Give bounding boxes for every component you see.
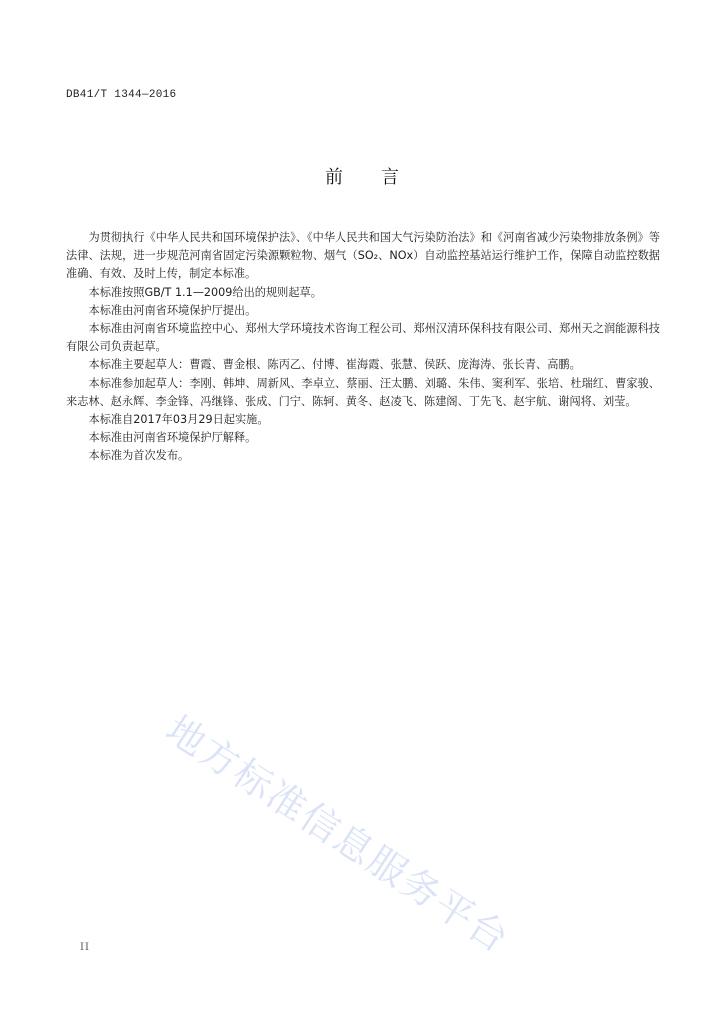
- page-number: II: [80, 942, 90, 953]
- page-title: [0, 163, 724, 189]
- title-char-1: 前: [325, 167, 343, 188]
- paragraph-participating-drafters: 本标准参加起草人：李刚、韩坤、周新风、李卓立、蔡丽、汪太鹏、刘璐、朱伟、窦利军、张培、杜瑞红、曹家骏、来志林、赵永辉、李金锋、冯继锋、张成、门宁、陈轲、黄冬、赵凌飞、陈建阁、丁先飞、赵宇航、谢闯将、刘莹。: [66, 376, 660, 408]
- paragraph-drafting-rules: 本标准按照GB/T 1.1—2009给出的规则起草。: [88, 285, 322, 299]
- paragraph-main-drafters: 本标准主要起草人：曹霞、曹金根、陈丙乙、付博、崔海霞、张慧、侯跃、庞海涛、张长青、高鹏。: [88, 358, 581, 372]
- paragraph-interpretation: 本标准由河南省环境保护厅解释。: [88, 431, 257, 445]
- document-code: DB41/T 1344—2016: [66, 89, 177, 101]
- foreword-body: [66, 229, 660, 466]
- paragraph-drafting-units: 本标准由河南省环境监控中心、郑州大学环境技术咨询工程公司、郑州汉清环保科技有限公司、郑州天之润能源科技有限公司负责起草。: [66, 322, 660, 354]
- paragraph-first-release: 本标准为首次发布。: [88, 449, 190, 463]
- paragraph-effective-date: 本标准自2017年03月29日起实施。: [88, 413, 269, 427]
- watermark: 地方标准信息服务平台: [158, 706, 518, 962]
- paragraph-proposer: 本标准由河南省环境保护厅提出。: [88, 303, 257, 317]
- title-char-2: 言: [381, 167, 399, 188]
- paragraph-purpose: 为贯彻执行《中华人民共和国环境保护法》、《中华人民共和国大气污染防治法》和《河南省减少污染物排放条例》等法律、法规，进一步规范河南省固定污染源颗粒物、烟气（SO₂、NOx）自动监控基站运行维护工作，保障自动监控数据准确、有效、及时上传，制定本标准。: [66, 231, 660, 281]
